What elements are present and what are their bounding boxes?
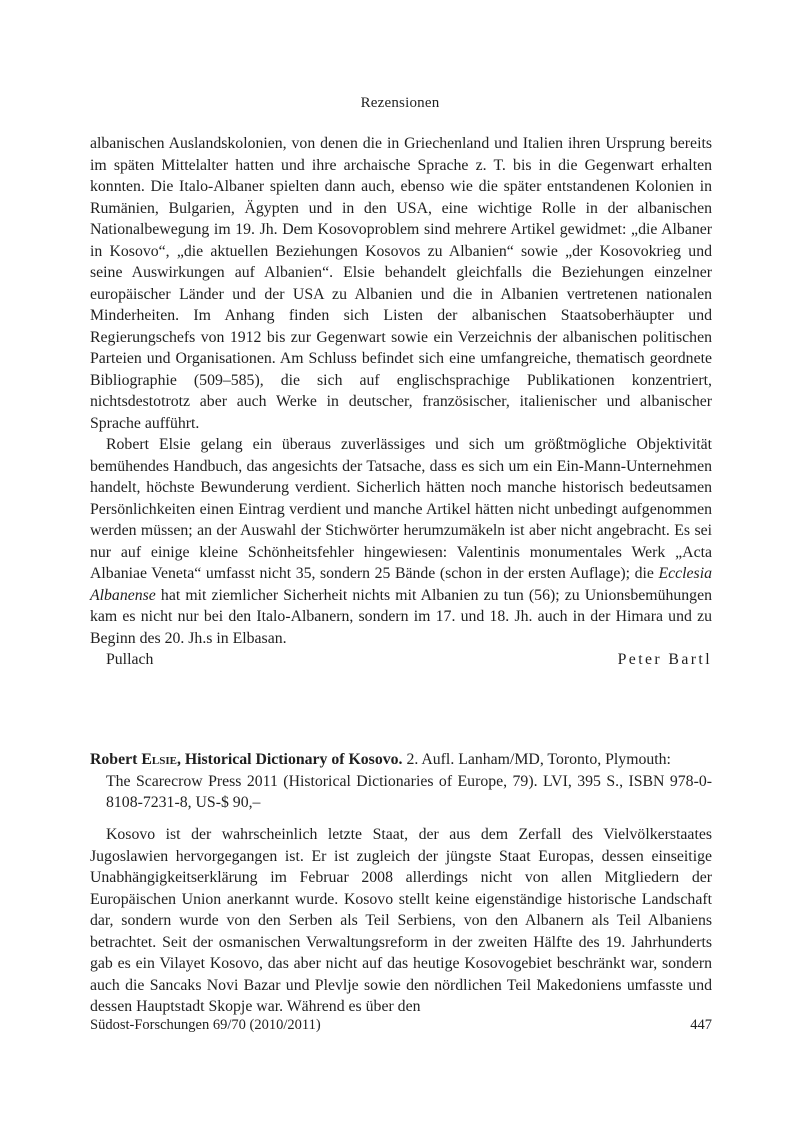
review-2-author: Robert Elsie, Historical Dictionary of Kosovo. [90, 751, 403, 768]
author-last-name: Elsie [141, 751, 177, 768]
author-first-name: Robert [90, 751, 138, 768]
review-2-paragraph-1: Kosovo ist der wahrscheinlich letzte Staat, der aus dem Zerfall des Vielvölkerstaates Jugoslawien hervorgegangen ist. Er ist zugleich der jüngste Staat Europas, dessen einseitige Unabhängigkeitserklärung im Februar 2008 allerdings nicht von allen Mitgliedern der Europäischen Union anerkannt wurde. Kosovo stellt keine eigenständige historische Landschaft dar, sondern wurde von den Serben als Teil Serbiens, von den Albanern als Teil Albaniens betrachtet. Seit der osmanischen Verwaltungsreform in der zweiten Hälfte des 19. Jahrhunderts gab es ein Vilayet Kosovo, das aber nicht auf das heutige Kosovogebiet beschränkt war, sondern auch die Sancaks Novi Bazar und Plevlje sowie den nördlichen Teil Makedoniens umfasste und dessen Hauptstadt Skopje war. Während es über den [90, 826, 712, 1015]
reviewer-place: Pullach [106, 651, 154, 668]
review-1-italic-term: Ecclesia Albanense [90, 565, 712, 604]
reviewer-name: Peter Bartl [617, 651, 712, 668]
review-1-body [90, 133, 712, 649]
running-head: Rezensionen [360, 95, 440, 111]
page-number: 447 [690, 1017, 712, 1033]
review-1-paragraph-2-part-a: Robert Elsie gelang ein überaus zuverlässiges und sich um größtmögliche Objektivität bemühendes Handbuch, das angesichts der Tatsache, dass es sich um ein Ein-Mann-Unternehmen handelt, höchste Bewunderung verdient. Sicherlich hätten noch manche historisch bedeutsamen Persönlichkeiten einen Eintrag verdient und manche Artikel hätten nicht unbedingt aufgenommen werden müssen; an der Auswahl der Stichwörter herumzumäkeln ist aber nicht angebracht. Es sei nur auf einige kleine Schönheitsfehler hingewiesen: Valentinis monumentales Werk „Acta Albaniae Veneta“ umfasst nicht 35, sondern 25 Bände (schon in der ersten Auflage); die [90, 436, 712, 582]
review-2-bib-line-2: The Scarecrow Press 2011 (Historical Dictionaries of Europe, 79). LVI, 395 S., ISBN 978-0-8108-7231-8, US-$ 90,– [106, 772, 712, 811]
review-1-paragraph-2 [90, 434, 712, 649]
review-1-paragraph-1: albanischen Auslandskolonien, von denen die in Griechenland und Italien ihren Ursprung bereits im späten Mittelalter hatten und ihre archaische Sprache z. T. bis in die Gegenwart erhalten konnten. Die Italo-Albaner spielten dann auch, ebenso wie die später entstandenen Kolonien in Rumänien, Bulgarien, Ägypten und in den USA, eine wichtige Rolle in der albanischen Nationalbewegung im 19. Jh. Dem Kosovoproblem sind mehrere Artikel gewidmet: „die Albaner in Kosovo“, „die aktuellen Beziehungen Kosovos zu Albanien“ sowie „der Kosovokrieg und seine Auswirkungen auf Albanien“. Elsie behandelt gleichfalls die Beziehungen einzelner europäischer Länder und der USA zu Albanien und die in Albanien vertretenen nationalen Minderheiten. Im Anhang finden sich Listen der albanischen Staatsoberhäupter und Regierungschefs von 1912 bis zur Gegenwart sowie ein Verzeichnis der albanischen politischen Parteien und Organisationen. Am Schluss befindet sich eine umfangreiche, thematisch geordnete Bibliographie (509–585), die sich auf englischsprachige Publikationen konzentriert, nichtsdestotrotz aber auch Werke in deutscher, französischer, italienischer und albanischer Sprache aufführt. [90, 135, 712, 432]
book-title: Historical Dictionary of Kosovo. [184, 751, 403, 768]
review-2-body [90, 824, 712, 1018]
bib-details-1: 2. Aufl. Lanham/MD, Toronto, Plymouth: [406, 751, 671, 768]
review-1-paragraph-2-part-b: hat mit ziemlicher Sicherheit nichts mit Albanien zu tun (56); zu Unionsbemühungen kam es nicht nur bei den Italo-Albanern, sondern im 17. und 18. Jh. auch in der Himara und zu Beginn des 20. Jh.s in Elbasan. [90, 586, 712, 647]
journal-citation: Südost-Forschungen 69/70 (2010/2011) [90, 1017, 321, 1033]
review-2-bibliography [90, 749, 712, 814]
review-2-bib-line-1 [90, 749, 712, 771]
